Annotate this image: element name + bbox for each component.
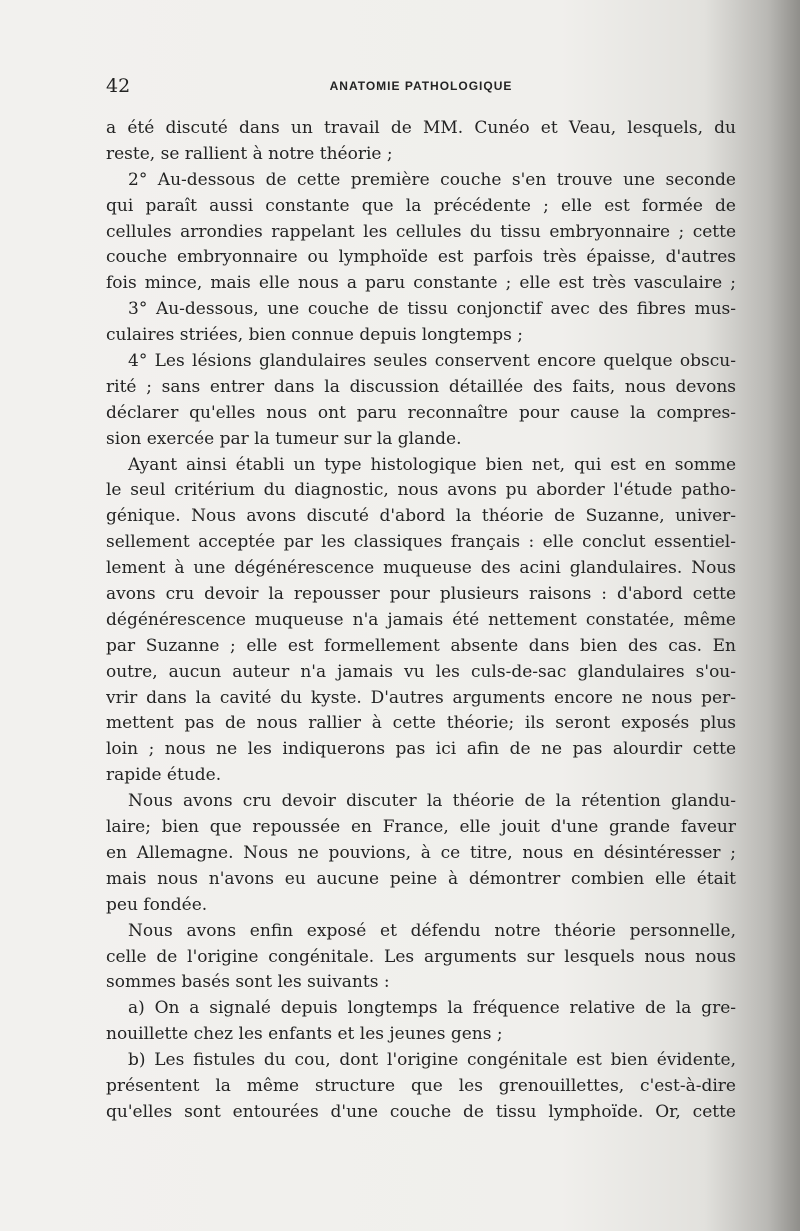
paragraph-congenital xyxy=(106,919,736,997)
text-line: rapide étude. xyxy=(106,765,222,786)
paragraph-item-3 xyxy=(106,297,736,349)
text-line: par Suzanne ; elle est formellement absente dans bien des cas. En xyxy=(106,635,736,656)
text-line: laire; bien que repoussée en France, elle jouit d'une grande faveur xyxy=(106,817,736,838)
paragraph-item-a xyxy=(106,996,736,1048)
text-line: culaires striées, bien connue depuis longtemps ; xyxy=(106,325,523,346)
text-line: fois mince, mais elle nous a paru constante ; elle est très vasculaire ; xyxy=(106,273,736,294)
text-line: Ayant ainsi établi un type histologique bien net, qui est en somme xyxy=(128,454,736,475)
text-line: loin ; nous ne les indiquerons pas ici afin de ne pas alourdir cette xyxy=(106,739,736,760)
page-header xyxy=(106,74,736,98)
running-head: ANATOMIE PATHOLOGIQUE xyxy=(329,79,513,93)
text-line: déclarer qu'elles nous ont paru reconnaître pour cause la compres- xyxy=(106,402,736,423)
text-line: le seul critérium du diagnostic, nous avons pu aborder l'étude patho- xyxy=(106,480,736,501)
text-line: sellement acceptée par les classiques français : elle conclut essentiel- xyxy=(106,532,736,553)
text-line: reste, se rallient à notre théorie ; xyxy=(106,143,393,164)
text-line: génique. Nous avons discuté d'abord la théorie de Suzanne, univer- xyxy=(106,506,736,527)
text-line: 4° Les lésions glandulaires seules conservent encore quelque obscu- xyxy=(128,351,736,372)
text-line: rité ; sans entrer dans la discussion détaillée des faits, nous devons xyxy=(106,376,736,397)
text-line: qu'elles sont entourées d'une couche de tissu lymphoïde. Or, cette xyxy=(106,1101,736,1122)
text-line: couche embryonnaire ou lymphoïde est parfois très épaisse, d'autres xyxy=(106,247,736,268)
text-line: sion exercée par la tumeur sur la glande. xyxy=(106,428,462,449)
text-line: mais nous n'avons eu aucune peine à démontrer combien elle était xyxy=(106,868,736,889)
text-line: b) Les fistules du cou, dont l'origine congénitale est bien évidente, xyxy=(128,1050,736,1071)
paragraph-item-2 xyxy=(106,168,736,297)
text-line: a) On a signalé depuis longtemps la fréquence relative de la gre- xyxy=(128,998,736,1019)
text-line: outre, aucun auteur n'a jamais vu les culs-de-sac glandulaires s'ou- xyxy=(106,661,736,682)
text-line: présentent la même structure que les grenouillettes, c'est-à-dire xyxy=(106,1075,736,1096)
text-line: peu fondée. xyxy=(106,894,208,915)
text-line: Nous avons cru devoir discuter la théorie de la rétention glandu- xyxy=(128,791,736,812)
text-line: a été discuté dans un travail de MM. Cunéo et Veau, lesquels, du xyxy=(106,118,736,138)
paragraph-histology xyxy=(106,453,736,790)
text-line: dégénérescence muqueuse n'a jamais été nettement constatée, même xyxy=(106,609,736,630)
paragraph-retention xyxy=(106,789,736,918)
text-line: avons cru devoir la repousser pour plusieurs raisons : d'abord cette xyxy=(106,584,736,605)
text-line: Nous avons enfin exposé et défendu notre théorie personnelle, xyxy=(128,920,736,941)
text-line: en Allemagne. Nous ne pouvions, à ce titre, nous en désintéresser ; xyxy=(106,842,736,863)
page-number: 42 xyxy=(106,75,131,97)
text-line: mettent pas de nous rallier à cette théorie; ils seront exposés plus xyxy=(106,713,736,734)
paragraph-item-b xyxy=(106,1048,736,1126)
text-line: lement à une dégénérescence muqueuse des acini glandulaires. Nous xyxy=(106,558,736,579)
text-line: 2° Au-dessous de cette première couche s'en trouve une seconde xyxy=(128,169,736,190)
text-line: celle de l'origine congénitale. Les arguments sur lesquels nous nous xyxy=(106,946,736,967)
text-line: qui paraît aussi constante que la précédente ; elle est formée de xyxy=(106,195,736,216)
text-line: 3° Au-dessous, une couche de tissu conjonctif avec des fibres mus- xyxy=(128,299,736,320)
text-line: nouillette chez les enfants et les jeunes gens ; xyxy=(106,1024,503,1045)
text-line: cellules arrondies rappelant les cellules du tissu embryonnaire ; cette xyxy=(106,221,736,242)
paragraph-continuation xyxy=(106,116,736,168)
body-text xyxy=(106,116,736,1126)
text-line: sommes basés sont les suivants : xyxy=(106,972,390,993)
text-line: vrir dans la cavité du kyste. D'autres arguments encore ne nous per- xyxy=(106,687,736,708)
paragraph-item-4 xyxy=(106,349,736,453)
